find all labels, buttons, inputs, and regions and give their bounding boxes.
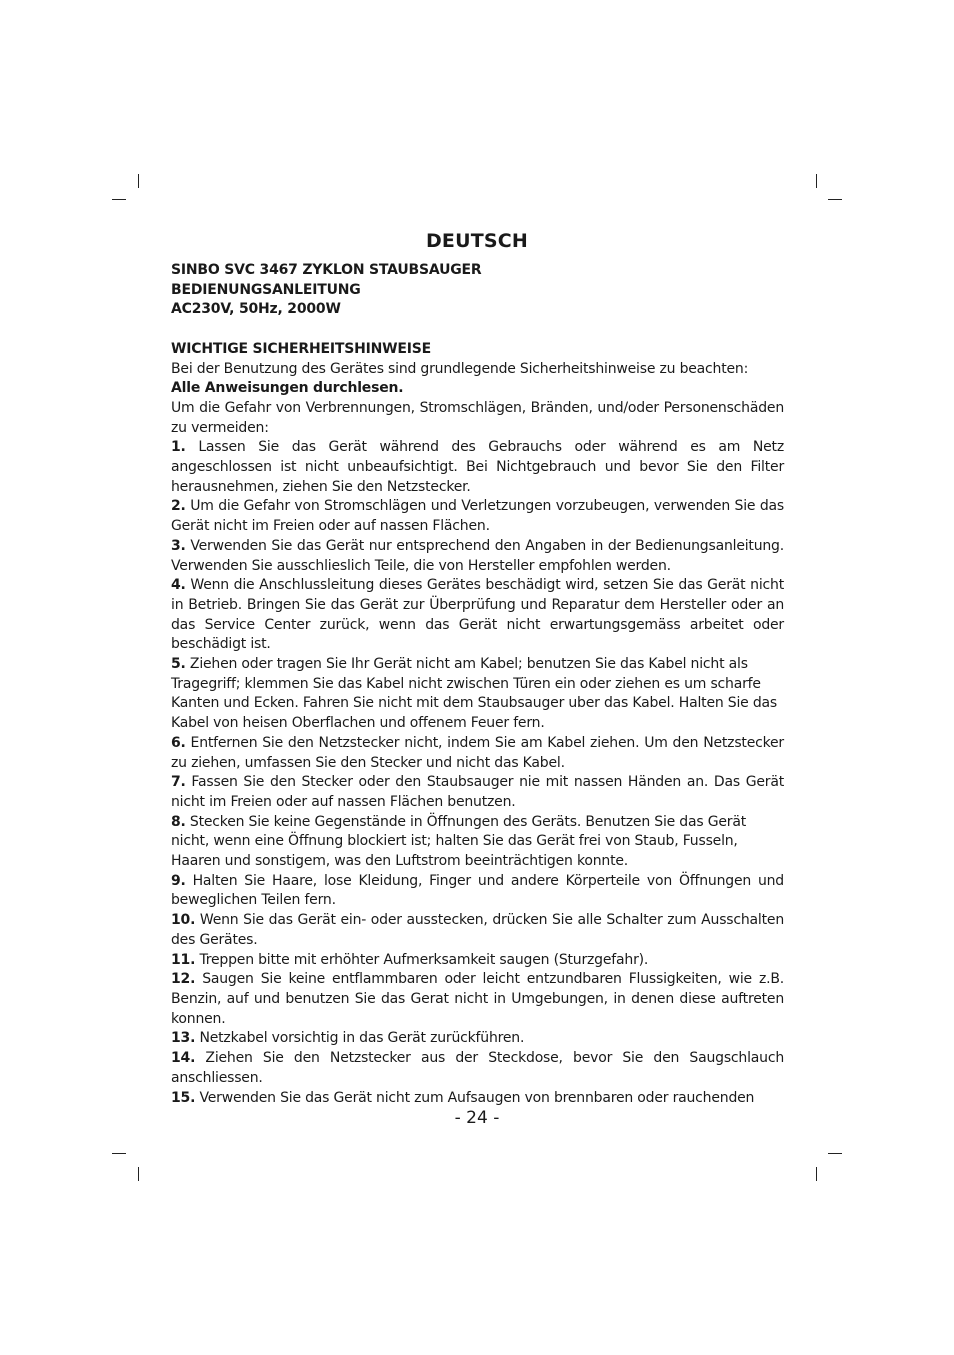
item-number: 10.: [171, 912, 196, 929]
item-text: Wenn Sie das Gerät ein- oder ausstecken, drücken Sie alle Schalter zum Ausschalten des Gerätes.: [171, 912, 784, 948]
item-number: 6.: [171, 734, 186, 751]
safety-item-10: [171, 911, 784, 950]
item-number: 4.: [171, 577, 186, 594]
crop-mark-top-right-vertical: [816, 174, 817, 188]
safety-item-15: [171, 1089, 784, 1109]
intro-text: Bei der Benutzung des Gerätes sind grundlegende Sicherheitshinweise zu beachten:: [171, 360, 749, 377]
manual-subtitle: BEDIENUNGSANLEITUNG: [171, 281, 361, 298]
item-number: 3.: [171, 537, 186, 554]
item-text: Fassen Sie den Stecker oder den Staubsauger nie mit nassen Händen an. Das Gerät nicht im Freien oder auf nassen Flächen benutzen.: [171, 774, 784, 810]
item-text: Ziehen Sie den Netzstecker aus der Steckdose, bevor Sie den Saugschlauch anschliessen.: [171, 1050, 784, 1086]
item-number: 8.: [171, 813, 186, 830]
safety-item-4: [171, 576, 784, 655]
read-all-instruction: Alle Anweisungen durchlesen.: [171, 380, 404, 397]
safety-item-3: [171, 537, 784, 576]
page-number: - 24 -: [454, 1108, 500, 1128]
safety-item-2: [171, 497, 784, 536]
safety-item-1: [171, 438, 784, 497]
item-text: Netzkabel vorsichtig in das Gerät zurückführen.: [195, 1030, 525, 1047]
manual-content: [171, 261, 784, 1108]
item-number: 9.: [171, 872, 186, 889]
language-heading: DEUTSCH: [425, 230, 529, 252]
item-number: 11.: [171, 951, 196, 968]
item-text: Halten Sie Haare, lose Kleidung, Finger und andere Körperteile von Öffnungen und beweglichen Teilen fern.: [171, 872, 784, 909]
risk-intro-text: Um die Gefahr von Verbrennungen, Stromschlägen, Bränden, und/oder Personenschäden zu vermeiden:: [171, 399, 784, 436]
safety-item-5: [171, 655, 784, 734]
safety-item-13: [171, 1029, 784, 1049]
item-number: 7.: [171, 774, 186, 791]
item-text: Treppen bitte mit erhöhter Aufmerksamkeit saugen (Sturzgefahr).: [195, 951, 649, 968]
item-text: Lassen Sie das Gerät während des Gebrauchs oder während es am Netz angeschlossen ist nicht unbeaufsichtigt. Bei Nichtgebrauch und bevor Sie den Filter herausnehmen, ziehen Sie den Netzstecker.: [171, 439, 784, 495]
crop-mark-bottom-left-horizontal: [112, 1153, 126, 1154]
item-number: 13.: [171, 1030, 196, 1047]
item-number: 2.: [171, 498, 186, 515]
item-text: Verwenden Sie das Gerät nur entsprechend den Angaben in der Bedienungsanleitung. Verwenden Sie ausschlieslich Teile, die von Hersteller empfohlen werden.: [171, 537, 784, 574]
spacer: [171, 320, 784, 340]
item-text: Ziehen oder tragen Sie Ihr Gerät nicht am Kabel; benutzen Sie das Kabel nicht als Tragegriff; klemmen Sie das Kabel nicht zwischen Türen ein oder ziehen es um scharfe Kanten und Ecken. Fahren Sie nicht mit dem Staubsauger uber das Kabel. Halten Sie das Kabel von heisen Oberflachen und offenem Feuer fern.: [171, 656, 777, 732]
item-text: Stecken Sie keine Gegenstände in Öffnungen des Geräts. Benutzen Sie das Gerät nicht, wenn eine Öffnung blockiert ist; halten Sie das Gerät frei von Staub, Fusseln, Haaren und sonstigem, was den Luftstrom beeinträchtigen konnte.: [171, 813, 746, 870]
item-text: Um die Gefahr von Stromschlägen und Verletzungen vorzubeugen, verwenden Sie das Gerät nicht im Freien oder auf nassen Flächen.: [171, 498, 784, 535]
crop-mark-top-left-horizontal: [112, 199, 126, 200]
product-title: SINBO SVC 3467 ZYKLON STAUBSAUGER: [171, 262, 482, 278]
item-number: 15.: [171, 1089, 196, 1106]
item-text: Verwenden Sie das Gerät nicht zum Aufsaugen von brennbaren oder rauchenden: [195, 1089, 755, 1106]
safety-item-12: [171, 970, 784, 1029]
safety-item-14: [171, 1049, 784, 1088]
section-title: WICHTIGE SICHERHEITSHINWEISE: [171, 340, 431, 357]
item-text: Saugen Sie keine entflammbaren oder leicht entzundbaren Flussigkeiten, wie z.B. Benzin, auf und benutzen Sie das Gerat nicht in Umgebungen, in denen diese auftreten konnen.: [171, 971, 784, 1027]
crop-mark-top-left-vertical: [138, 174, 139, 188]
item-number: 1.: [171, 439, 186, 456]
item-text: Entfernen Sie den Netzstecker nicht, indem Sie am Kabel ziehen. Um den Netzstecker zu ziehen, umfassen Sie den Stecker und nicht das Kabel.: [171, 734, 784, 771]
item-number: 5.: [171, 656, 186, 673]
crop-mark-bottom-left-vertical: [138, 1167, 139, 1181]
crop-mark-bottom-right-vertical: [816, 1167, 817, 1181]
safety-item-8: [171, 813, 784, 872]
power-spec: AC230V, 50Hz, 2000W: [171, 301, 341, 318]
crop-mark-top-right-horizontal: [828, 199, 842, 200]
crop-mark-bottom-right-horizontal: [828, 1153, 842, 1154]
safety-item-7: [171, 773, 784, 812]
safety-item-11: [171, 951, 784, 971]
safety-item-6: [171, 734, 784, 773]
item-number: 12.: [171, 971, 196, 988]
item-text: Wenn die Anschlussleitung dieses Gerätes beschädigt wird, setzen Sie das Gerät nicht in Betrieb. Bringen Sie das Gerät zur Überprüfung und Reparatur dem Hersteller oder an das Service Center zurück, wenn das Gerät nicht erwartungsgemäss arbeitet oder beschädigt ist.: [171, 577, 784, 653]
safety-item-9: [171, 872, 784, 911]
item-number: 14.: [171, 1050, 196, 1067]
